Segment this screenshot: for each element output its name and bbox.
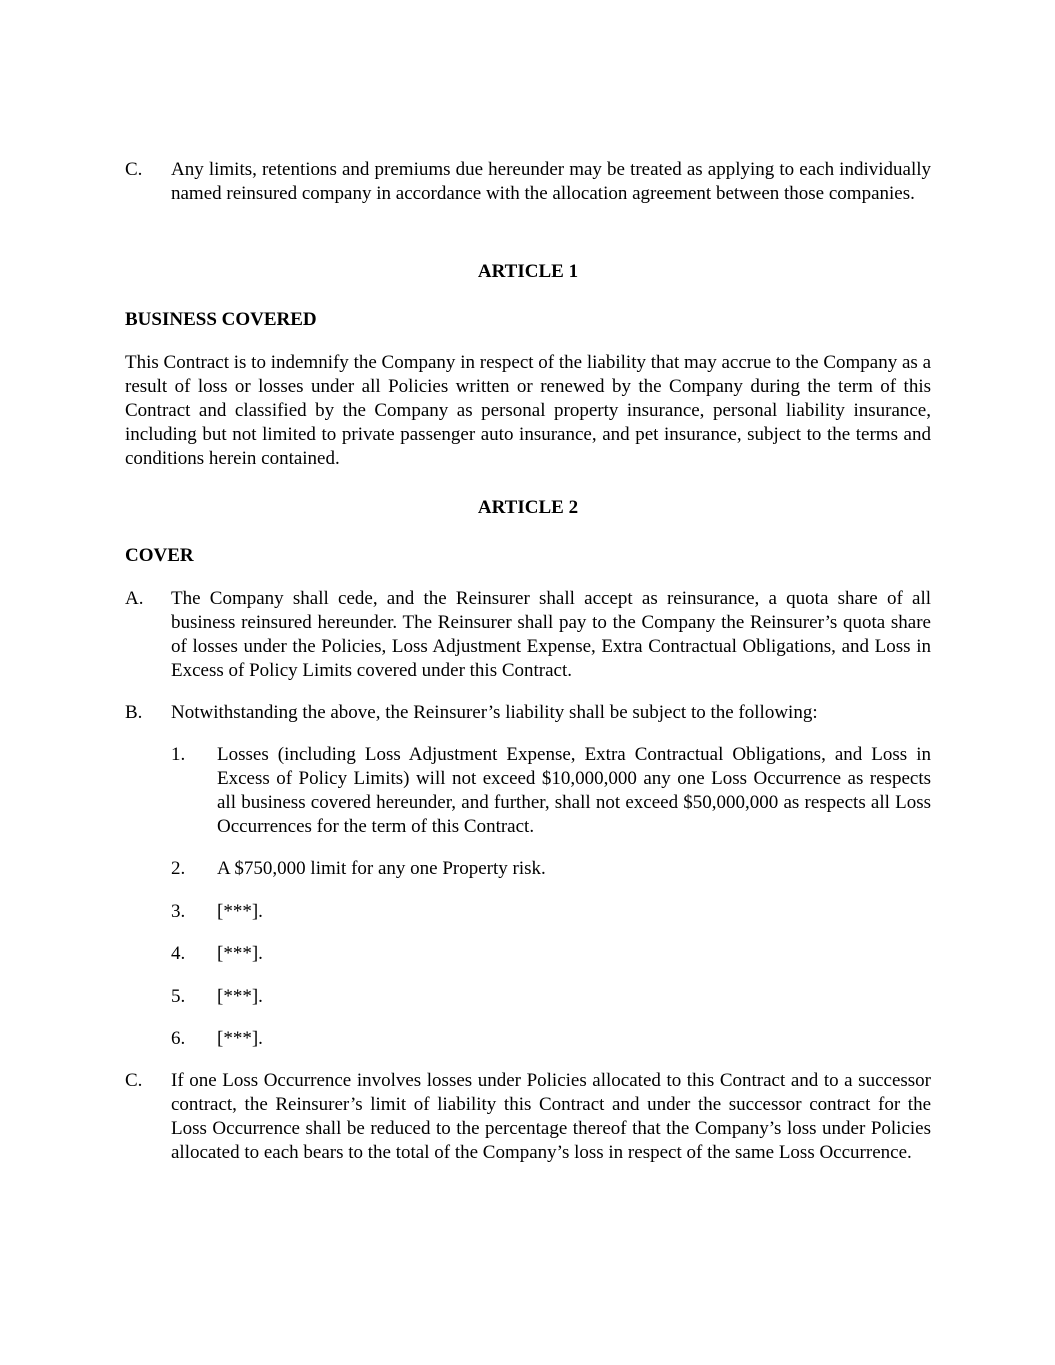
cover-subitem-2 xyxy=(171,857,931,881)
cover-subitem-text: [***]. xyxy=(217,1028,263,1049)
cover-subitem-text: Losses (including Loss Adjustment Expense, Extra Contractual Obligations, and Loss in Excess of Policy Limits) will not exceed $10,000,000 any one Loss Occurrence as respects all business covered hereunder, and further, shall not exceed $50,000,000 as respects all Loss Occurrences for the term of this Contract. xyxy=(217,744,931,837)
document-page xyxy=(125,158,931,1165)
intro-item-label: C. xyxy=(125,159,143,180)
cover-subitem-5 xyxy=(171,985,931,1009)
cover-item-c xyxy=(125,1069,931,1165)
article-1-title: ARTICLE 1 xyxy=(477,261,579,282)
cover-item-b-label: B. xyxy=(125,702,143,723)
cover-subitem-text: [***]. xyxy=(217,901,263,922)
cover-subitem-1 xyxy=(171,743,931,839)
cover-subitem-text: A $750,000 limit for any one Property risk. xyxy=(217,858,546,879)
cover-subitem-label: 1. xyxy=(171,744,186,765)
cover-item-b-text: Notwithstanding the above, the Reinsurer’s liability shall be subject to the following: xyxy=(171,702,818,723)
article-2-heading: COVER xyxy=(125,545,194,566)
cover-subitem-label: 6. xyxy=(171,1028,186,1049)
intro-item-c xyxy=(125,158,931,206)
article-2-title: ARTICLE 2 xyxy=(477,497,579,518)
cover-item-a-text: The Company shall cede, and the Reinsurer shall accept as reinsurance, a quota share of all business reinsured hereunder. The Reinsurer shall pay to the Company the Reinsurer’s quota share of losses under the Policies, Loss Adjustment Expense, Extra Contractual Obligations, and Loss in Excess of Policy Limits covered under this Contract. xyxy=(171,588,931,681)
cover-subitem-label: 2. xyxy=(171,858,186,879)
article-1-body: This Contract is to indemnify the Company in respect of the liability that may accrue to the Company as a result of loss or losses under all Policies written or renewed by the Company during the term of this Contract and classified by the Company as personal property insurance, personal liability insurance, including but not limited to private passenger auto insurance, and pet insurance, subject to the terms and conditions herein contained. xyxy=(125,352,931,469)
cover-item-b xyxy=(125,701,931,725)
cover-item-c-text: If one Loss Occurrence involves losses under Policies allocated to this Contract and to a successor contract, the Reinsurer’s limit of liability this Contract and under the successor contract for the Loss Occurrence shall be reduced to the percentage thereof that the Company’s loss under Policies allocated to each bears to the total of the Company’s loss in respect of the same Loss Occurrence. xyxy=(171,1070,931,1163)
cover-subitem-6 xyxy=(171,1027,931,1051)
cover-subitem-3 xyxy=(171,900,931,924)
cover-subitem-label: 3. xyxy=(171,901,186,922)
cover-subitem-label: 4. xyxy=(171,943,186,964)
cover-subitem-label: 5. xyxy=(171,986,186,1007)
cover-subitem-4 xyxy=(171,942,931,966)
cover-item-a xyxy=(125,587,931,683)
cover-subitem-text: [***]. xyxy=(217,986,263,1007)
cover-item-a-label: A. xyxy=(125,588,144,609)
intro-item-text: Any limits, retentions and premiums due hereunder may be treated as applying to each individually named reinsured company in accordance with the allocation agreement between those companies. xyxy=(171,159,931,204)
cover-item-c-label: C. xyxy=(125,1070,143,1091)
article-1-heading: BUSINESS COVERED xyxy=(125,309,317,330)
cover-subitem-text: [***]. xyxy=(217,943,263,964)
